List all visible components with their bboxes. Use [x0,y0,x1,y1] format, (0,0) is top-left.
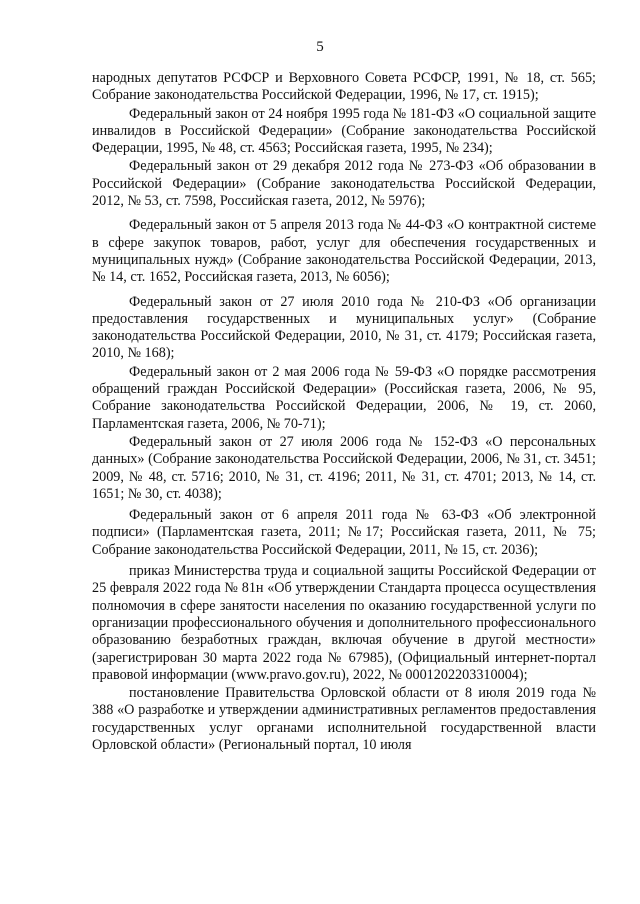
paragraph-law-273fz: Федеральный закон от 29 декабря 2012 года № 273-ФЗ «Об образовании в Российской Федерации» (Собрание законодательства Российской Федерации, 2012, № 53, ст. 7598, Российская газета, 2012, № 5976); [92,158,596,210]
paragraph-continuation: народных депутатов РСФСР и Верховного Совета РСФСР, 1991, № 18, ст. 565; Собрание законодательства Российской Федерации, 1996, № 17, ст. 1915); [92,70,596,104]
paragraph-law-210fz: Федеральный закон от 27 июля 2010 года № 210-ФЗ «Об организации предоставления государственных и муниципальных услуг» (Собрание законодательства Российской Федерации, 2010, № 31, ст. 4179; Российская газета, 2010, № 168); [92,293,596,362]
paragraph-law-181fz: Федеральный закон от 24 ноября 1995 года № 181-ФЗ «О социальной защите инвалидов в Российской Федерации» (Собрание законодательства Российской Федерации, 1995, № 48, ст. 4563; Российская газета, 1995, № 234); [92,105,596,157]
paragraph-law-63fz: Федеральный закон от 6 апреля 2011 года № 63-ФЗ «Об электронной подписи» (Парламентская газета, 2011; №17; Российская газета, 2011, № 75; Собрание законодательства Российской Федерации, 2011, № 15, ст. 2036); [92,507,596,558]
page-number: 5 [316,39,324,55]
paragraph-order-81n: приказ Министерства труда и социальной защиты Российской Федерации от 25 февраля 2022 года № 81н «Об утверждении Стандарта процесса осуществления полномочия в сфере занятости населения по оказанию государственной услуги по организации профессионального обучения и дополнительного профессионального образованию безработных граждан, включая обучение в другой местности» (зарегистрирован 30 марта 2022 года № 67985), (Официальный интернет-портал правовой информации (www.pravo.gov.ru), 2022, № 0001202203310004); [92,563,596,683]
paragraph-law-59fz: Федеральный закон от 2 мая 2006 года № 59-ФЗ «О порядке рассмотрения обращений граждан Российской Федерации» (Российская газета, 2006, № 95, Собрание законодательства Российской Федерации, 2006, № 19, ст. 2060, Парламентская газета, 2006, № 70-71); [92,363,596,432]
paragraph-resolution-388: постановление Правительства Орловской области от 8 июля 2019 года № 388 «О разработке и утверждении административных регламентов предоставления государственных услуг органами исполнительной государственной власти Орловской области» (Региональный портал, 10 июля [92,685,596,753]
document-body [92,70,596,754]
paragraph-law-152fz: Федеральный закон от 27 июля 2006 года № 152-ФЗ «О персональных данных» (Собрание законодательства Российской Федерации, 2006, № 31, ст. 3451; 2009, № 48, ст. 5716; 2010, № 31, ст. 4196; 2011, № 31, ст. 4701; 2013, № 14, ст. 1651; № 30, ст. 4038); [92,433,596,502]
paragraph-law-44fz: Федеральный закон от 5 апреля 2013 года № 44-ФЗ «О контрактной системе в сфере закупок товаров, работ, услуг для обеспечения государственных и муниципальных нужд» (Собрание законодательства Российской Федерации, 2013, № 14, ст. 1652, Российская газета, 2013, № 6056); [92,217,596,286]
